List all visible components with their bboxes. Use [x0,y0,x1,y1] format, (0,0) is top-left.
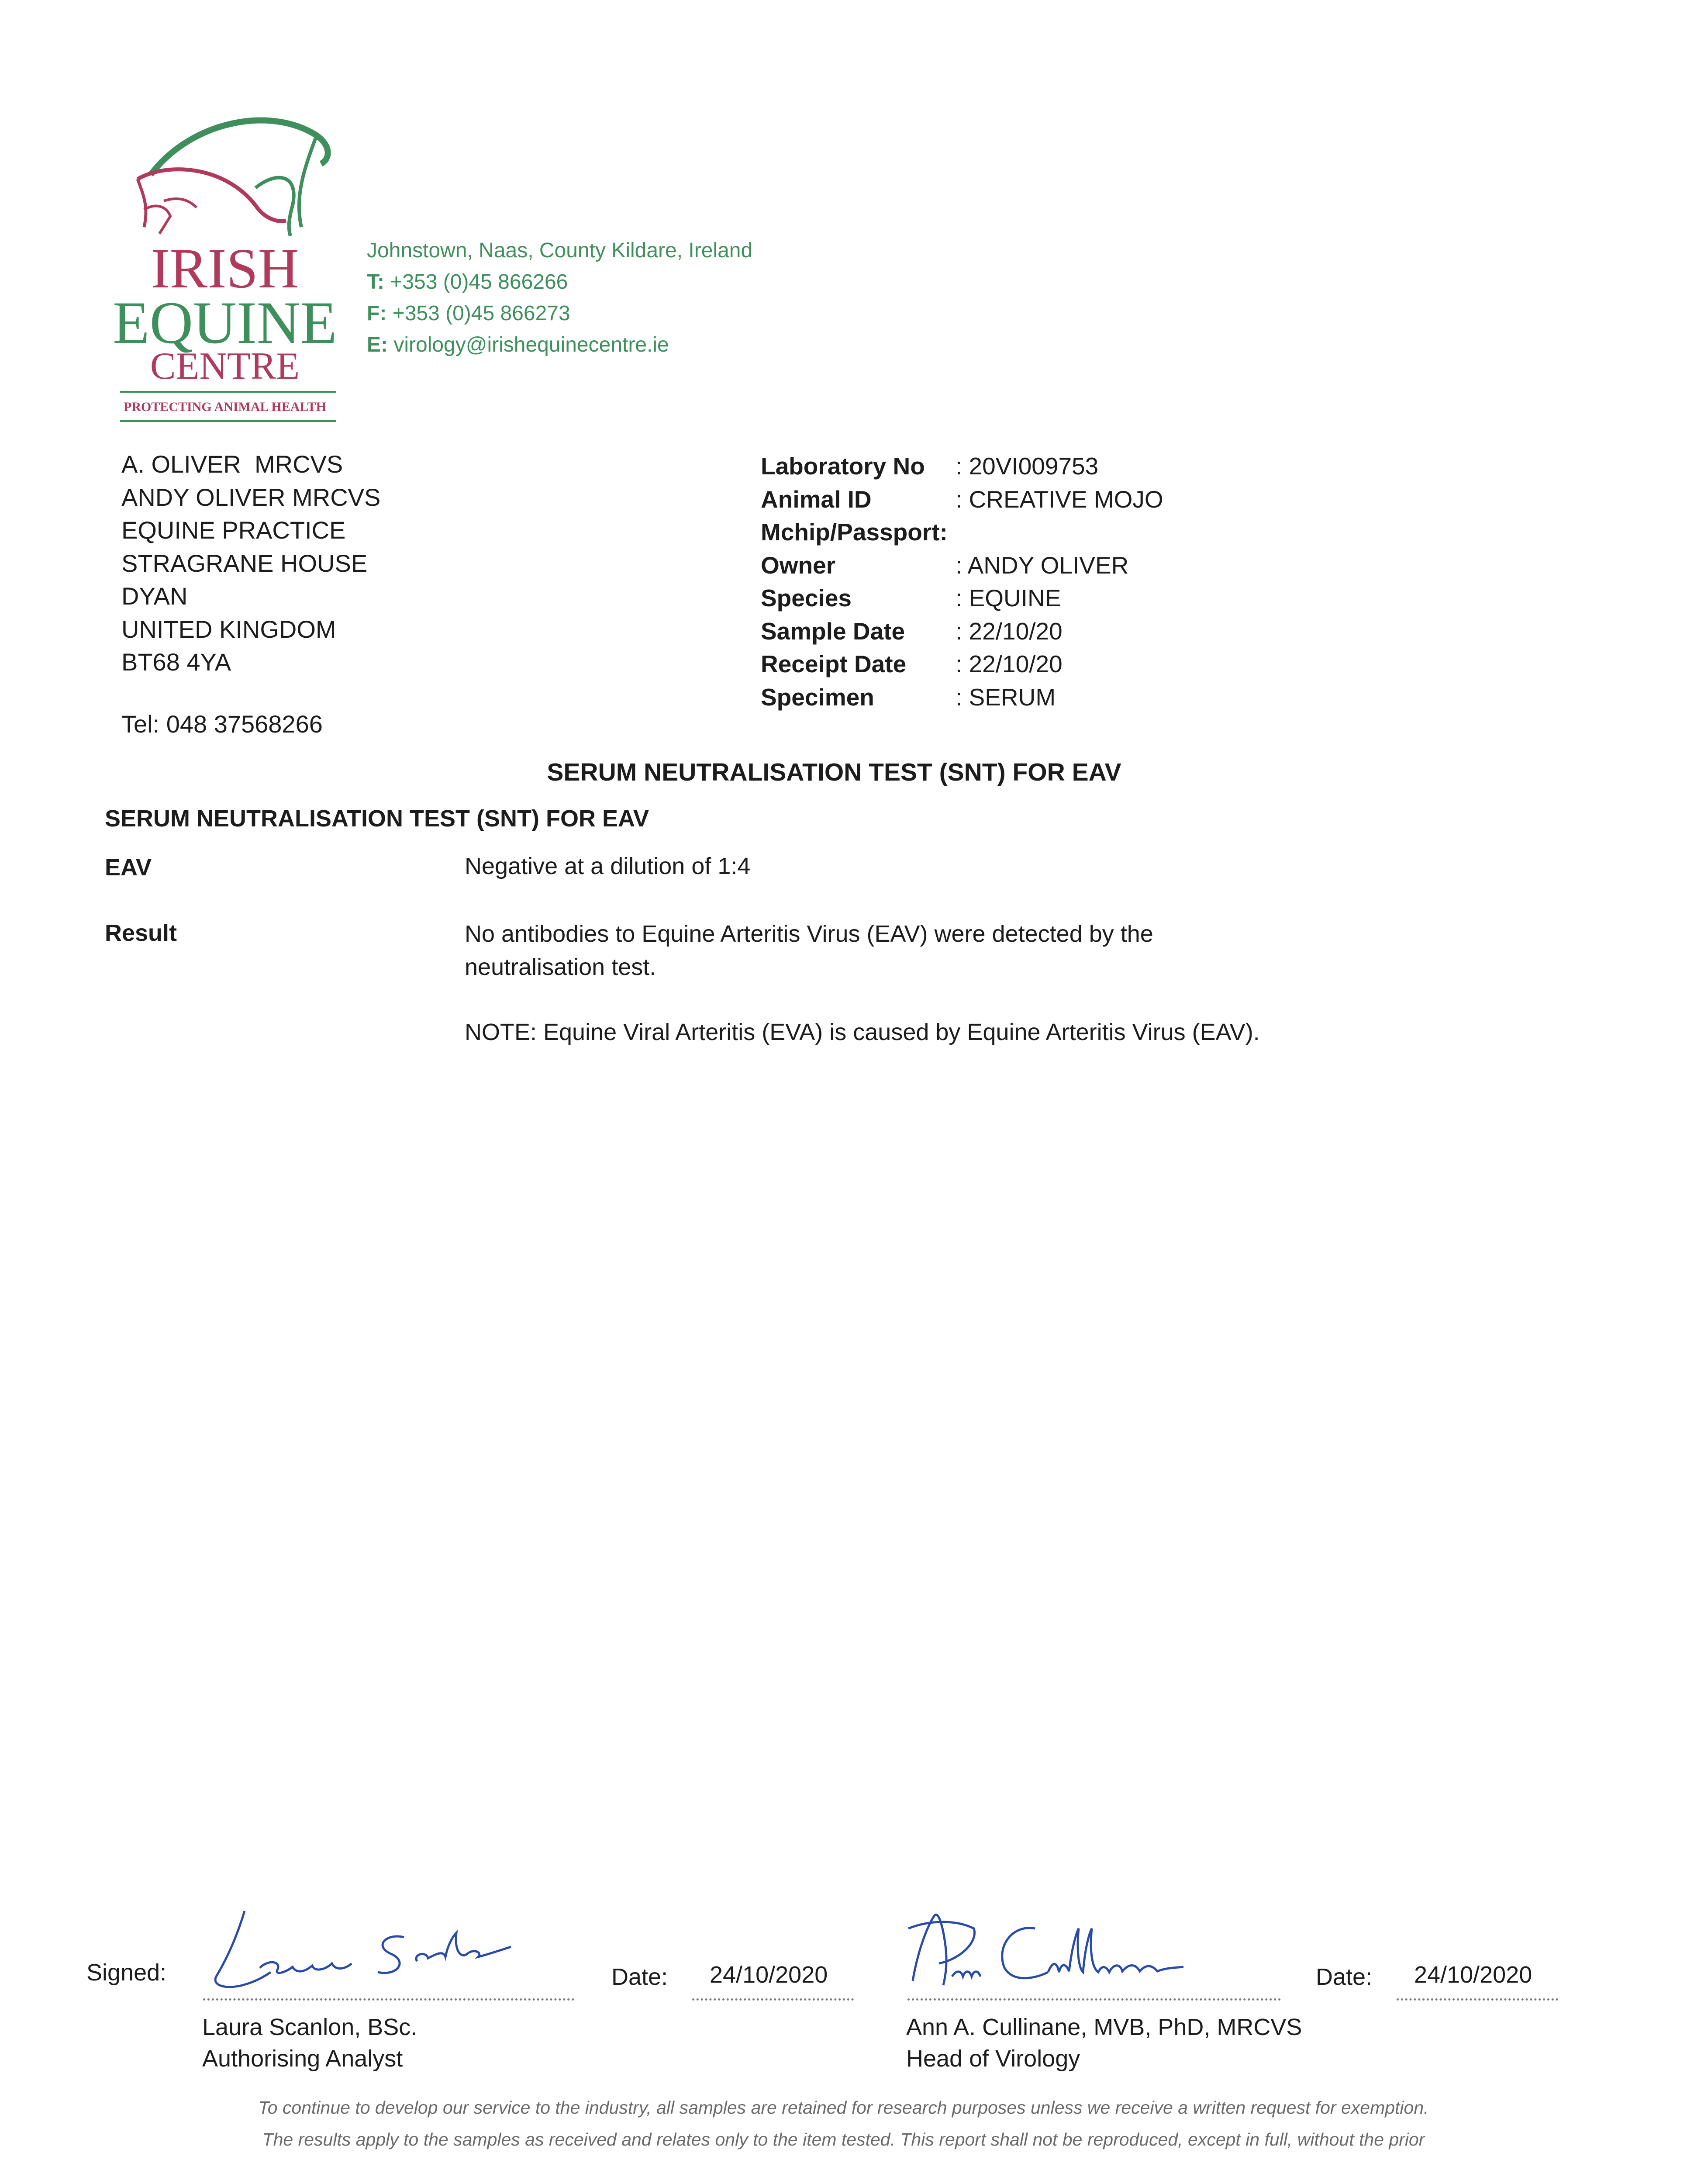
report-subtitle: SERUM NEUTRALISATION TEST (SNT) FOR EAV [105,805,649,832]
footer-line-2: The results apply to the samples as received and relates only to the item tested. This report shall not be reproduced, except in full, without the prior [262,2129,1425,2149]
signatory-1 [202,2011,417,2074]
logo-rule [120,391,336,393]
address-line: ANDY OLIVER MRCVS [121,483,381,511]
signature-laura-scanlon [199,1902,522,2003]
signatory-2-name: Ann A. Cullinane, MVB, PhD, MRCVS [906,2014,1302,2040]
signature-ann-cullinane [904,1902,1227,2003]
logo [111,109,347,424]
lab-row: Sample Date : 22/10/20 [761,617,1063,645]
logo-rule-bottom [120,420,336,422]
lab-row: Mchip/Passport: [761,518,948,546]
signatory-1-name: Laura Scanlon, BSc. [202,2014,417,2040]
address-line: BT68 4YA [121,648,231,676]
result-note: NOTE: Equine Viral Arteritis (EVA) is caused by Equine Arteritis Virus (EAV). [465,1019,1260,1045]
signatory-2-role: Head of Virology [906,2046,1080,2072]
contact-address: Johnstown, Naas, County Kildare, Ireland [367,239,753,262]
lab-row: Specimen : SERUM [761,683,1056,711]
lab-row: Receipt Date : 22/10/20 [761,650,1063,677]
contact-block [367,235,752,361]
eav-label: EAV [105,854,152,881]
recipient-address [121,448,380,679]
address-line: EQUINE PRACTICE [121,516,346,544]
eav-value: Negative at a dilution of 1:4 [465,853,751,879]
contact-phone: T: +353 (0)45 866266 [367,270,568,294]
date-line-1 [692,1998,854,2001]
recipient-tel: Tel: 048 37568266 [121,710,323,738]
date-label-2: Date: [1316,1964,1373,1990]
signature-line-1 [203,1998,574,2001]
result-label: Result [105,920,177,946]
address-line: DYAN [121,582,188,610]
footer-line-1: To continue to develop our service to the industry, all samples are retained for research purposes unless we receive a written request for exemption. [258,2098,1429,2118]
logo-irish: IRISH [151,237,299,300]
horse-logo-icon [111,109,347,240]
address-line: STRAGRANE HOUSE [121,549,368,577]
signed-label: Signed: [86,1959,167,1986]
lab-info [761,450,1163,714]
logo-centre: CENTRE [150,345,300,387]
signatory-2 [906,2011,1302,2074]
date-label-1: Date: [611,1964,668,1990]
address-line: UNITED KINGDOM [121,615,336,643]
signatory-1-role: Authorising Analyst [202,2046,403,2072]
signature-line-2 [907,1998,1281,2001]
logo-tagline: PROTECTING ANIMAL HEALTH [124,400,326,414]
date-line-2 [1397,1998,1558,2001]
lab-row: Animal ID : CREATIVE MOJO [761,485,1163,513]
date-value-2: 24/10/2020 [1414,1962,1532,1988]
lab-row: Species : EQUINE [761,584,1061,612]
address-line: A. OLIVER MRCVS [121,450,343,478]
logo-equine: EQUINE [113,289,337,356]
contact-fax: F: +353 (0)45 866273 [367,302,570,325]
contact-email[interactable]: E: virology@irishequinecentre.ie [367,333,669,356]
lab-row: Laboratory No : 20VI009753 [761,453,1099,480]
date-value-1: 24/10/2020 [710,1962,828,1988]
lab-row: Owner : ANDY OLIVER [761,551,1129,579]
report-title: SERUM NEUTRALISATION TEST (SNT) FOR EAV [547,758,1121,786]
result-text: No antibodies to Equine Arteritis Virus (EAV) were detected by the neutralisation test. [465,921,1153,980]
